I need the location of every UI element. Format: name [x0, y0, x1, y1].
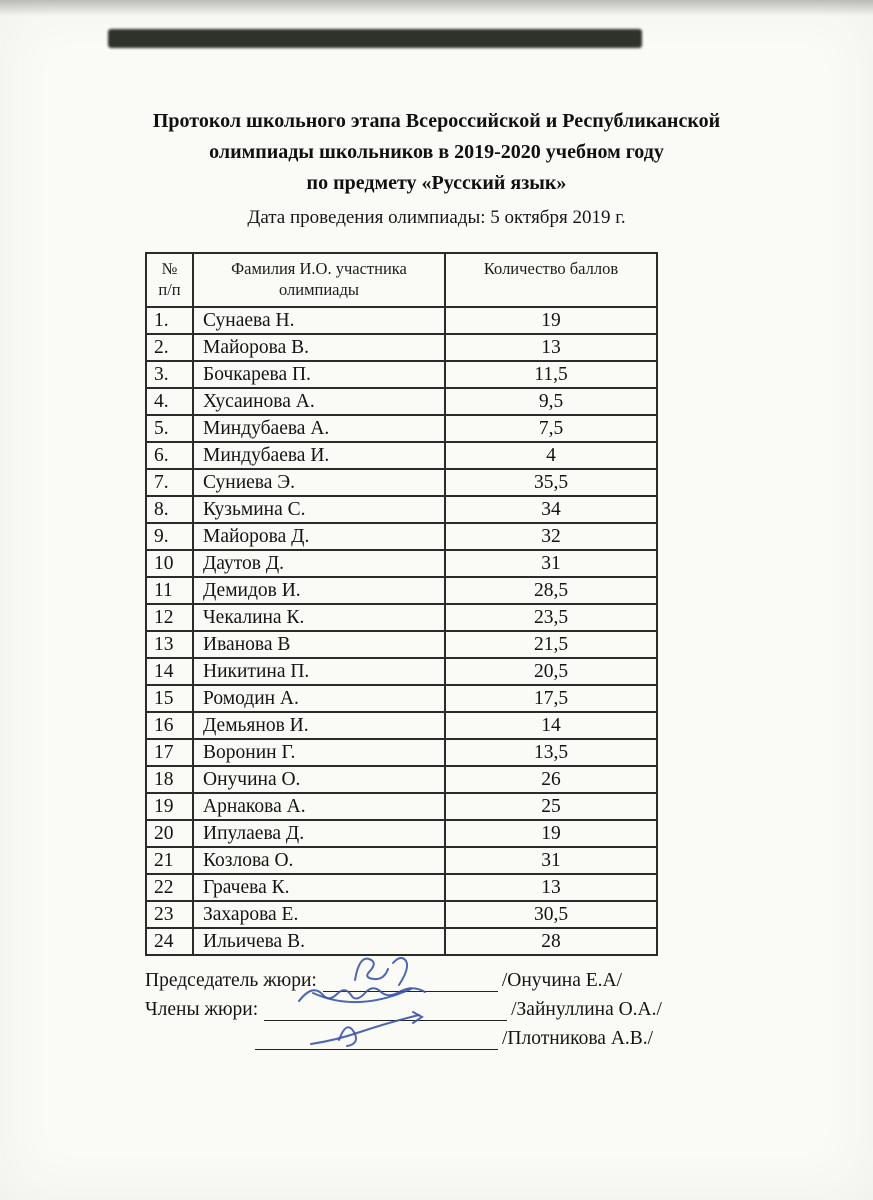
score-value: 7,5 — [445, 415, 657, 442]
participant-name: Ромодин А. — [193, 685, 445, 712]
olympiad-date: Дата проведения олимпиады: 5 октября 2019 г. — [247, 207, 626, 228]
member2-signature-underline — [255, 1027, 498, 1050]
table-row — [146, 685, 657, 712]
participant-name: Грачева К. — [193, 874, 445, 901]
table-row — [146, 496, 657, 523]
row-number: 15 — [146, 685, 193, 712]
row-number: 6. — [146, 442, 193, 469]
score-value: 14 — [445, 712, 657, 739]
header-participant-line2: олимпиады — [278, 280, 359, 299]
table-header-row — [146, 253, 657, 307]
participant-name: Миндубаева А. — [193, 415, 445, 442]
header-num-line1: № — [161, 259, 178, 278]
results-table — [145, 252, 658, 956]
score-value: 21,5 — [445, 631, 657, 658]
row-number: 9. — [146, 523, 193, 550]
document-title — [50, 106, 823, 199]
score-value: 32 — [445, 523, 657, 550]
member1-name: /Зайнуллина О.А./ — [511, 999, 662, 1020]
chair-label: Председатель жюри: — [145, 970, 317, 991]
table-row — [146, 523, 657, 550]
header-participant-line1: Фамилия И.О. участника — [231, 259, 407, 278]
participant-name: Майорова Д. — [193, 523, 445, 550]
table-row — [146, 334, 657, 361]
header-participant — [193, 253, 445, 307]
score-value: 34 — [445, 496, 657, 523]
participant-name: Майорова В. — [193, 334, 445, 361]
participant-name: Демьянов И. — [193, 712, 445, 739]
title-line-1: Протокол школьного этапа Всероссийской и Республиканской — [152, 110, 721, 132]
score-value: 19 — [445, 820, 657, 847]
signature-block — [145, 966, 745, 1053]
chair-signature-underline — [323, 969, 498, 992]
participant-name: Ильичева В. — [193, 928, 445, 955]
row-number: 12 — [146, 604, 193, 631]
row-number: 10 — [146, 550, 193, 577]
participant-name: Иванова В — [193, 631, 445, 658]
table-row — [146, 928, 657, 955]
table-row — [146, 658, 657, 685]
participant-name: Арнакова А. — [193, 793, 445, 820]
participant-name: Ипулаева Д. — [193, 820, 445, 847]
score-value: 28 — [445, 928, 657, 955]
header-score-label: Количество баллов — [483, 259, 619, 278]
row-number: 11 — [146, 577, 193, 604]
table-row — [146, 361, 657, 388]
row-number: 17 — [146, 739, 193, 766]
title-line-3: по предмету «Русский язык» — [306, 172, 567, 194]
score-value: 26 — [445, 766, 657, 793]
table-row — [146, 550, 657, 577]
member2-signature-line — [145, 1024, 745, 1053]
row-number: 5. — [146, 415, 193, 442]
scan-artifact-strip — [108, 29, 642, 48]
score-value: 30,5 — [445, 901, 657, 928]
table-row — [146, 766, 657, 793]
chair-signature-line — [145, 966, 745, 995]
score-value: 4 — [445, 442, 657, 469]
score-value: 31 — [445, 847, 657, 874]
participant-name: Воронин Г. — [193, 739, 445, 766]
score-value: 28,5 — [445, 577, 657, 604]
scan-edge-shadow — [0, 0, 873, 16]
row-number: 21 — [146, 847, 193, 874]
participant-name: Даутов Д. — [193, 550, 445, 577]
row-number: 13 — [146, 631, 193, 658]
chair-name: /Онучина Е.А/ — [501, 970, 623, 991]
score-value: 20,5 — [445, 658, 657, 685]
score-value: 11,5 — [445, 361, 657, 388]
table-row — [146, 307, 657, 334]
member1-signature-line — [145, 995, 745, 1024]
member1-signature-underline — [264, 998, 507, 1021]
score-value: 35,5 — [445, 469, 657, 496]
participant-name: Сунаева Н. — [193, 307, 445, 334]
row-number: 3. — [146, 361, 193, 388]
score-value: 31 — [445, 550, 657, 577]
table-row — [146, 388, 657, 415]
table-row — [146, 604, 657, 631]
row-number: 18 — [146, 766, 193, 793]
members-label: Члены жюри: — [145, 999, 259, 1020]
score-value: 25 — [445, 793, 657, 820]
score-value: 17,5 — [445, 685, 657, 712]
participant-name: Козлова О. — [193, 847, 445, 874]
header-score — [445, 253, 657, 307]
participant-name: Миндубаева И. — [193, 442, 445, 469]
score-value: 13 — [445, 334, 657, 361]
score-value: 19 — [445, 307, 657, 334]
table-row — [146, 793, 657, 820]
row-number: 19 — [146, 793, 193, 820]
table-row — [146, 820, 657, 847]
header-num — [146, 253, 193, 307]
participant-name: Чекалина К. — [193, 604, 445, 631]
title-line-2: олимпиады школьников в 2019-2020 учебном году — [209, 141, 664, 163]
score-value: 9,5 — [445, 388, 657, 415]
row-number: 14 — [146, 658, 193, 685]
participant-name: Демидов И. — [193, 577, 445, 604]
participant-name: Кузьмина С. — [193, 496, 445, 523]
header-num-line2: п/п — [158, 280, 181, 299]
row-number: 4. — [146, 388, 193, 415]
table-row — [146, 631, 657, 658]
row-number: 8. — [146, 496, 193, 523]
row-number: 16 — [146, 712, 193, 739]
score-value: 13,5 — [445, 739, 657, 766]
row-number: 24 — [146, 928, 193, 955]
participant-name: Хусаинова А. — [193, 388, 445, 415]
table-row — [146, 739, 657, 766]
row-number: 23 — [146, 901, 193, 928]
table-row — [146, 577, 657, 604]
row-number: 1. — [146, 307, 193, 334]
participant-name: Суниева Э. — [193, 469, 445, 496]
table-row — [146, 442, 657, 469]
participant-name: Никитина П. — [193, 658, 445, 685]
table-row — [146, 712, 657, 739]
table-row — [146, 415, 657, 442]
table-row — [146, 901, 657, 928]
row-number: 20 — [146, 820, 193, 847]
member2-name: /Плотникова А.В./ — [502, 1028, 654, 1049]
participant-name: Захарова Е. — [193, 901, 445, 928]
table-row — [146, 469, 657, 496]
row-number: 2. — [146, 334, 193, 361]
row-number: 7. — [146, 469, 193, 496]
score-value: 23,5 — [445, 604, 657, 631]
participant-name: Онучина О. — [193, 766, 445, 793]
row-number: 22 — [146, 874, 193, 901]
table-row — [146, 847, 657, 874]
results-table-body — [146, 307, 657, 955]
score-value: 13 — [445, 874, 657, 901]
table-row — [146, 874, 657, 901]
participant-name: Бочкарева П. — [193, 361, 445, 388]
